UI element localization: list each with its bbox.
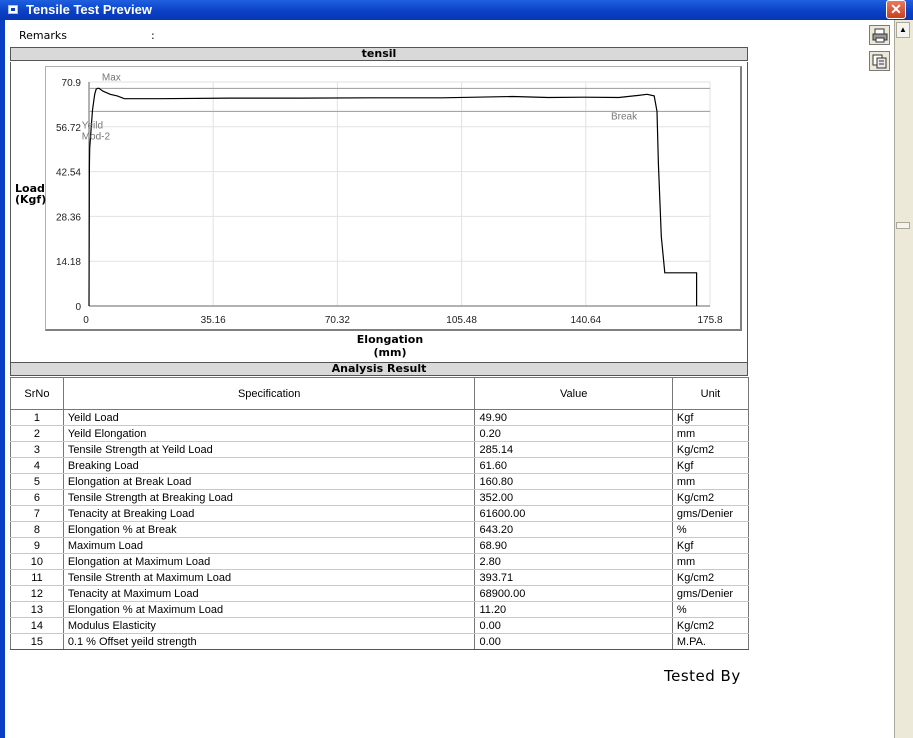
cell-specification: Elongation % at Maximum Load (63, 602, 475, 618)
y-axis-label-line1: Load (15, 182, 45, 195)
y-tick-label: 28.36 (55, 212, 81, 224)
cell-unit: % (672, 602, 748, 618)
page-setup-button[interactable] (869, 51, 890, 71)
y-tick-label: 70.9 (61, 78, 81, 89)
cell-specification: Tensile Strenth at Maximum Load (63, 570, 475, 586)
plot-frame (45, 66, 742, 331)
cell-srno: 13 (11, 602, 64, 618)
header-unit: Unit (672, 378, 748, 410)
cell-srno: 5 (11, 474, 64, 490)
cell-unit: Kg/cm2 (672, 618, 748, 634)
x-tick-label: 70.32 (324, 315, 350, 326)
window-title: Tensile Test Preview (26, 2, 152, 17)
cell-unit: mm (672, 554, 748, 570)
x-axis-label-line1: Elongation (356, 333, 424, 346)
cell-unit: mm (672, 426, 748, 442)
y-tick-label: 14.18 (55, 257, 81, 269)
y-axis-label (15, 183, 46, 205)
cell-value: 61600.00 (475, 506, 672, 522)
table-row (11, 458, 749, 474)
table-row (11, 506, 749, 522)
x-tick-label: 35.16 (200, 315, 226, 326)
cell-srno: 14 (11, 618, 64, 634)
table-row (11, 426, 749, 442)
x-tick-label: 105.48 (446, 315, 477, 326)
cell-specification: 0.1 % Offset yeild strength (63, 634, 475, 650)
cell-value: 49.90 (475, 410, 672, 426)
table-row (11, 490, 749, 506)
cell-value: 68900.00 (475, 586, 672, 602)
cell-specification: Tensile Strength at Breaking Load (63, 490, 475, 506)
y-axis-label-line2: (Kgf) (15, 193, 47, 206)
cell-unit: % (672, 522, 748, 538)
header-specification: Specification (63, 378, 475, 410)
cell-value: 393.71 (475, 570, 672, 586)
table-row (11, 522, 749, 538)
table-header-row (11, 378, 749, 410)
y-tick-label: 0 (75, 302, 81, 313)
cell-specification: Elongation % at Break (63, 522, 475, 538)
cell-srno: 15 (11, 634, 64, 650)
cell-srno: 6 (11, 490, 64, 506)
cell-srno: 1 (11, 410, 64, 426)
table-row (11, 410, 749, 426)
cell-value: 0.20 (475, 426, 672, 442)
vertical-scrollbar[interactable] (894, 20, 913, 738)
cell-unit: Kg/cm2 (672, 490, 748, 506)
x-tick-label: 0 (83, 315, 89, 326)
cell-srno: 10 (11, 554, 64, 570)
cell-unit: Kg/cm2 (672, 570, 748, 586)
window-frame-left (0, 20, 5, 738)
cell-value: 352.00 (475, 490, 672, 506)
chart-annotation: Break (611, 111, 638, 123)
cell-srno: 9 (11, 538, 64, 554)
cell-specification: Tenacity at Breaking Load (63, 506, 475, 522)
y-tick-label: 56.72 (55, 122, 81, 134)
cell-value: 643.20 (475, 522, 672, 538)
table-row (11, 474, 749, 490)
print-icon (872, 28, 888, 43)
header-srno: SrNo (11, 378, 64, 410)
cell-specification: Yeild Elongation (63, 426, 475, 442)
window-icon (8, 5, 18, 14)
page-setup-icon (872, 54, 888, 69)
cell-unit: M.PA. (672, 634, 748, 650)
scroll-thumb[interactable] (896, 222, 910, 229)
cell-srno: 8 (11, 522, 64, 538)
cell-specification: Maximum Load (63, 538, 475, 554)
cell-srno: 11 (11, 570, 64, 586)
cell-value: 61.60 (475, 458, 672, 474)
cell-srno: 7 (11, 506, 64, 522)
x-tick-label: 175.8 (697, 315, 723, 326)
table-row (11, 570, 749, 586)
x-axis-label-line2: (mm) (373, 346, 407, 359)
print-button[interactable] (869, 25, 890, 45)
header-value: Value (475, 378, 672, 410)
cell-unit: gms/Denier (672, 506, 748, 522)
table-row (11, 586, 749, 602)
cell-specification: Tensile Strength at Yeild Load (63, 442, 475, 458)
table-row (11, 602, 749, 618)
table-row (11, 618, 749, 634)
cell-unit: mm (672, 474, 748, 490)
cell-specification: Elongation at Break Load (63, 474, 475, 490)
cell-unit: Kg/cm2 (672, 442, 748, 458)
cell-value: 0.00 (475, 618, 672, 634)
y-tick-label: 42.54 (55, 167, 81, 179)
x-tick-label: 140.64 (570, 315, 602, 326)
table-row (11, 634, 749, 650)
cell-srno: 3 (11, 442, 64, 458)
cell-value: 0.00 (475, 634, 672, 650)
table-row (11, 538, 749, 554)
x-axis-label (340, 333, 440, 359)
chart-annotation: Yeild (81, 120, 104, 132)
chart-annotation: Mod-2 (81, 131, 111, 143)
analysis-section-title: Analysis Result (10, 362, 748, 376)
cell-srno: 12 (11, 586, 64, 602)
cell-specification: Elongation at Maximum Load (63, 554, 475, 570)
cell-specification: Modulus Elasticity (63, 618, 475, 634)
remarks-label: Remarks (19, 29, 67, 42)
cell-unit: Kgf (672, 410, 748, 426)
cell-value: 2.80 (475, 554, 672, 570)
cell-srno: 2 (11, 426, 64, 442)
cell-value: 160.80 (475, 474, 672, 490)
remarks-separator: : (151, 29, 155, 42)
cell-unit: Kgf (672, 538, 748, 554)
cell-srno: 4 (11, 458, 64, 474)
chart-annotation: Max (101, 72, 121, 84)
cell-value: 285.14 (475, 442, 672, 458)
cell-value: 11.20 (475, 602, 672, 618)
table-row (11, 554, 749, 570)
chart-section-title: tensil (10, 47, 748, 61)
analysis-result-table (10, 377, 749, 650)
tested-by-label: Tested By (664, 667, 741, 685)
cell-specification: Tenacity at Maximum Load (63, 586, 475, 602)
cell-unit: gms/Denier (672, 586, 748, 602)
cell-specification: Yeild Load (63, 410, 475, 426)
cell-unit: Kgf (672, 458, 748, 474)
cell-value: 68.90 (475, 538, 672, 554)
table-row (11, 442, 749, 458)
close-button[interactable]: ✕ (886, 0, 906, 19)
title-bar (0, 0, 913, 20)
scroll-up-button[interactable]: ▲ (896, 22, 910, 38)
cell-specification: Breaking Load (63, 458, 475, 474)
